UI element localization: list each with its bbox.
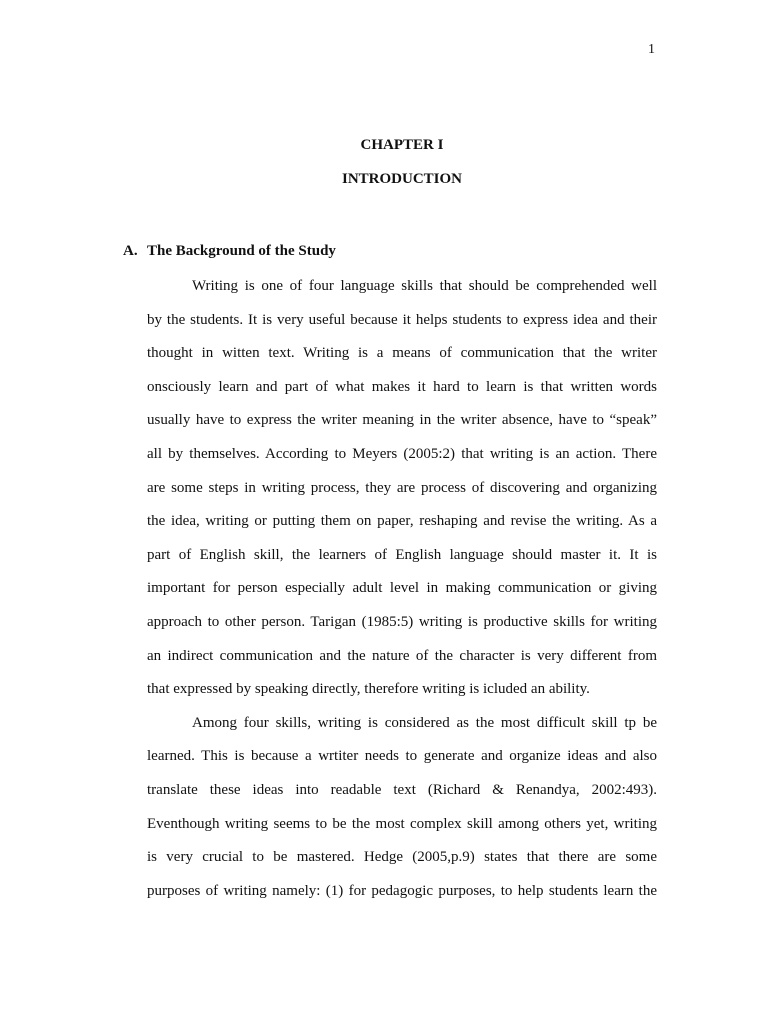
paragraph-line: thought in witten text. Writing is a means of communication that the writer <box>147 345 657 362</box>
paragraph-line: Eventhough writing seems to be the most complex skill among others yet, writing <box>147 815 657 832</box>
paragraph-line: important for person especially adult level in making communication or giving <box>147 580 657 597</box>
paragraph-line: the idea, writing or putting them on paper, reshaping and revise the writing. As a <box>147 513 657 530</box>
section-title: The Background of the Study <box>147 243 336 259</box>
chapter-title: INTRODUCTION <box>341 171 462 187</box>
paragraph-line: purposes of writing namely: (1) for pedagogic purposes, to help students learn the <box>147 882 657 899</box>
section-letter: A. <box>123 243 138 259</box>
paragraph-line: an indirect communication and the nature of the character is very different from <box>147 647 657 664</box>
paragraph-line: is very crucial to be mastered. Hedge (2005,p.9) states that there are some <box>147 849 657 866</box>
paragraph-line: Among four skills, writing is considered as the most difficult skill tp be <box>192 714 657 731</box>
paragraph-line: Writing is one of four language skills that should be comprehended well <box>192 278 657 294</box>
paragraph-line: by the students. It is very useful because it helps students to express idea and their <box>147 311 657 328</box>
paragraph-line: onsciously learn and part of what makes it hard to learn is that written words <box>147 378 657 395</box>
body-text <box>147 270 657 908</box>
paragraph-line: learned. This is because a wrtiter needs to generate and organize ideas and also <box>147 748 657 765</box>
paragraph-line: all by themselves. According to Meyers (2005:2) that writing is an action. There <box>147 445 657 462</box>
page-number: 1 <box>648 42 655 57</box>
paragraph-line: that expressed by speaking directly, therefore writing is icluded an ability. <box>147 681 590 698</box>
section-heading <box>123 243 336 260</box>
paragraph-line: usually have to express the writer meaning in the writer absence, have to “speak” <box>147 412 657 429</box>
paragraph-line: are some steps in writing process, they are process of discovering and organizing <box>147 479 657 496</box>
paragraph-line: translate these ideas into readable text (Richard & Renandya, 2002:493). <box>147 781 657 798</box>
paragraph-line: approach to other person. Tarigan (1985:5) writing is productive skills for writing <box>147 613 657 630</box>
chapter-heading: CHAPTER I <box>360 137 444 153</box>
paragraph-line: part of English skill, the learners of English language should master it. It is <box>147 546 657 563</box>
